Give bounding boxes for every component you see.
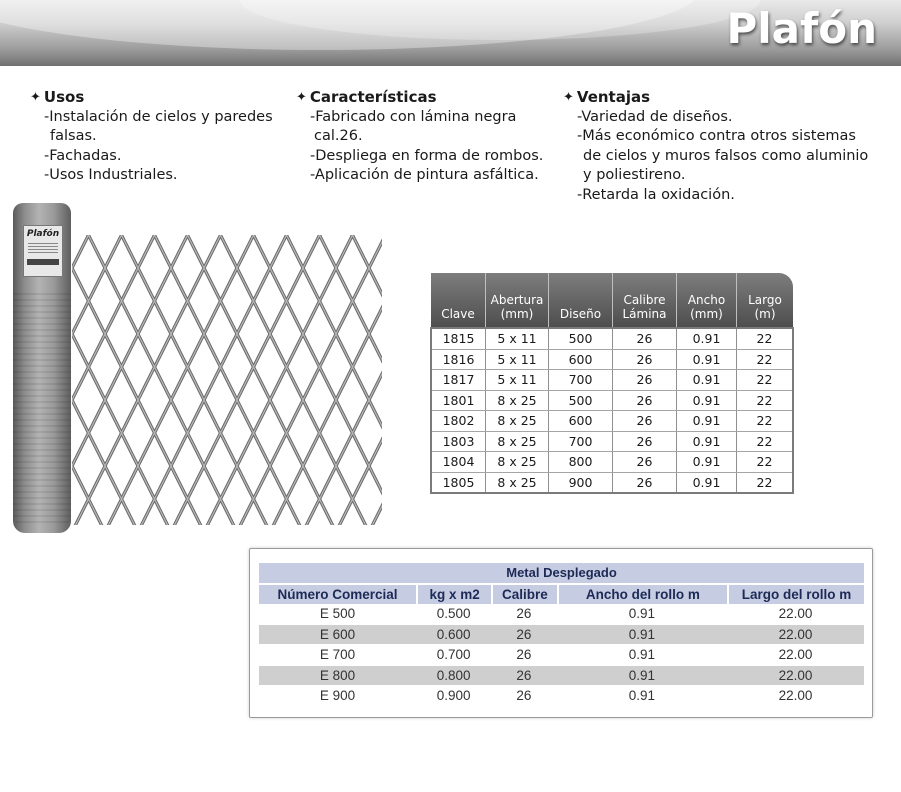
table-cell: 700 [549,431,613,452]
usos-item: -Instalación de cielos y paredes [44,108,273,125]
star-bullet-icon: ✦ [296,90,307,105]
table-cell: E 800 [259,666,416,687]
table-cell: E 600 [259,625,416,646]
metal-header-cell: Calibre [491,585,557,604]
table-cell: 0.91 [677,431,737,452]
caracteristicas-heading [296,88,543,108]
table-cell: 1801 [431,390,486,411]
roll-label-text-lines [28,243,58,255]
specs-header-row [431,273,793,328]
star-bullet-icon: ✦ [563,90,574,105]
specs-header-cell: Ancho (mm) [677,273,737,328]
table-cell: 0.91 [677,452,737,473]
table-row [431,349,793,370]
product-image [10,195,382,545]
table-cell: 500 [549,390,613,411]
caracteristicas-heading-text: Características [309,88,437,106]
table-cell: 1805 [431,472,486,493]
table-cell: 26 [491,625,557,646]
caracteristicas-item: -Fabricado con lámina negra [310,108,517,125]
table-cell: 26 [613,349,677,370]
table-row [431,472,793,493]
roll-label-brand: Plafón [26,229,60,239]
table-cell: 0.91 [677,390,737,411]
caracteristicas-item: cal.26. [314,128,363,144]
specs-header-cell: Clave [431,273,486,328]
table-row [431,431,793,452]
ventajas-item: -Variedad de diseños. [577,108,733,125]
table-cell: 8 x 25 [486,472,549,493]
ventajas-heading [563,88,868,108]
table-cell: 22 [737,328,794,349]
caracteristicas-item: -Aplicación de pintura asfáltica. [310,167,539,183]
table-row [431,370,793,391]
table-cell: 26 [613,390,677,411]
table-cell: 22 [737,411,794,432]
table-cell: 8 x 25 [486,390,549,411]
usos-item: -Usos Industriales. [44,167,178,183]
table-cell: 0.91 [557,645,727,666]
table-cell: 0.91 [557,686,727,707]
table-cell: 500 [549,328,613,349]
table-cell: 0.800 [416,666,491,687]
roll-bands [13,293,71,527]
ventajas-section [563,88,868,205]
table-cell: 0.91 [557,604,727,625]
table-cell: 22 [737,349,794,370]
table-cell: 8 x 25 [486,411,549,432]
table-cell: 1816 [431,349,486,370]
usos-item: -Fachadas. [44,147,122,164]
specs-header-cell: Abertura (mm) [486,273,549,328]
table-cell: E 900 [259,686,416,707]
table-row [431,411,793,432]
metal-header-cell: Ancho del rollo m [557,585,727,604]
metal-header-cell: Número Comercial [259,585,416,604]
table-cell: 0.91 [557,666,727,687]
table-cell: 26 [613,370,677,391]
ventajas-item: de cielos y muros falsos como aluminio [583,147,869,164]
metal-header-cell: kg x m2 [416,585,491,604]
table-cell: 22.00 [727,625,864,646]
table-cell: 26 [613,328,677,349]
table-cell: 900 [549,472,613,493]
table-cell: 26 [613,411,677,432]
table-cell: 22 [737,390,794,411]
table-cell: 600 [549,349,613,370]
specs-table [430,273,794,494]
specs-header-cell: Calibre Lámina [613,273,677,328]
header-band [0,0,901,66]
table-cell: 22 [737,370,794,391]
page-title: Plafón [726,4,877,53]
table-cell: 0.600 [416,625,491,646]
table-cell: 22 [737,452,794,473]
specs-header-cell: Diseño [549,273,613,328]
table-cell: 5 x 11 [486,349,549,370]
table-row [431,390,793,411]
table-cell: 26 [613,431,677,452]
roll-label [23,225,63,277]
table-cell: 1803 [431,431,486,452]
expanded-metal-mesh-icon [72,235,382,525]
usos-heading [30,88,273,108]
star-bullet-icon: ✦ [30,90,41,105]
table-row [431,328,793,349]
metal-desplegado-panel [249,548,873,718]
table-row [259,625,864,646]
table-cell: 1804 [431,452,486,473]
table-cell: 22.00 [727,604,864,625]
table-cell: 0.700 [416,645,491,666]
specs-header-cell: Largo (m) [737,273,794,328]
table-cell: E 700 [259,645,416,666]
table-cell: 22 [737,472,794,493]
table-cell: 22.00 [727,645,864,666]
table-cell: 0.91 [677,472,737,493]
table-cell: 26 [613,452,677,473]
table-cell: 0.500 [416,604,491,625]
ventajas-item: -Retarda la oxidación. [577,186,735,203]
table-row [259,686,864,707]
table-cell: 22.00 [727,666,864,687]
caracteristicas-section [296,88,543,186]
table-cell: 5 x 11 [486,328,549,349]
table-cell: 0.91 [677,370,737,391]
table-cell: 800 [549,452,613,473]
usos-heading-text: Usos [43,88,85,106]
usos-item: falsas. [50,128,97,144]
metal-desplegado-title: Metal Desplegado [259,563,864,583]
table-cell: 1817 [431,370,486,391]
table-cell: 26 [491,666,557,687]
metal-desplegado-inner [259,563,864,707]
table-row [259,666,864,687]
metal-desplegado-table [259,585,864,707]
table-cell: 5 x 11 [486,370,549,391]
ventajas-item: y poliestireno. [583,167,686,183]
table-cell: 22.00 [727,686,864,707]
ventajas-item: -Más económico contra otros sistemas [577,128,856,144]
roll-label-bar [27,259,59,265]
table-cell: 26 [491,686,557,707]
usos-section [30,88,273,186]
table-cell: 8 x 25 [486,452,549,473]
caracteristicas-item: -Despliega en forma de rombos. [310,147,544,164]
metal-header-cell: Largo del rollo m [727,585,864,604]
table-cell: E 500 [259,604,416,625]
table-cell: 700 [549,370,613,391]
mesh-roll [13,203,71,533]
table-cell: 22 [737,431,794,452]
table-cell: 1802 [431,411,486,432]
table-cell: 0.91 [677,349,737,370]
table-cell: 600 [549,411,613,432]
table-row [431,452,793,473]
table-cell: 26 [491,645,557,666]
table-row [259,604,864,625]
table-cell: 0.91 [677,328,737,349]
table-cell: 26 [613,472,677,493]
table-row [259,645,864,666]
table-cell: 26 [491,604,557,625]
metal-header-row [259,585,864,604]
table-cell: 1815 [431,328,486,349]
table-cell: 8 x 25 [486,431,549,452]
ventajas-heading-text: Ventajas [576,88,651,106]
table-cell: 0.91 [677,411,737,432]
table-cell: 0.900 [416,686,491,707]
table-cell: 0.91 [557,625,727,646]
